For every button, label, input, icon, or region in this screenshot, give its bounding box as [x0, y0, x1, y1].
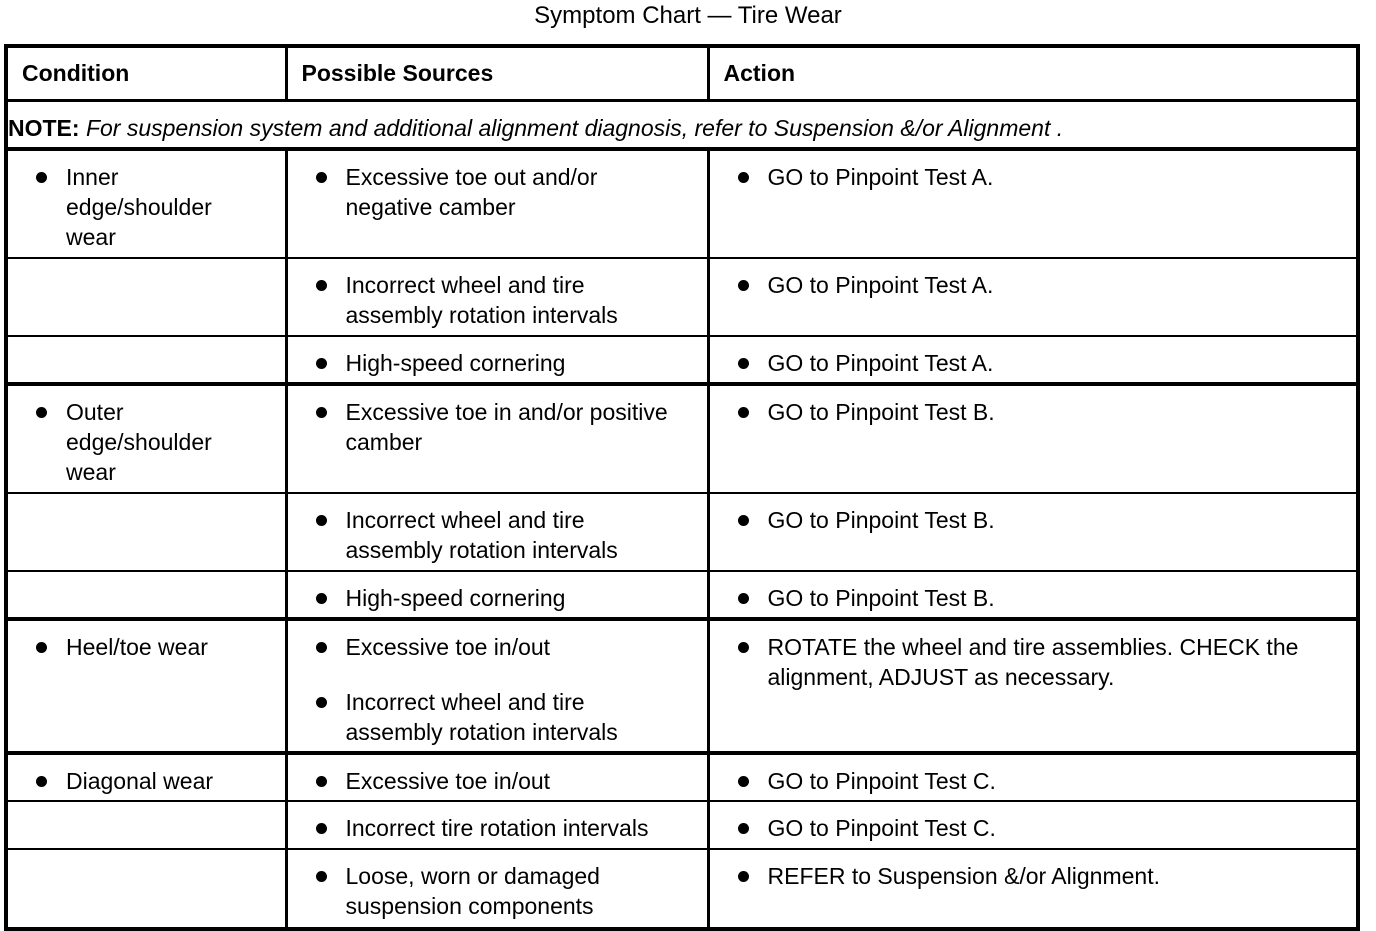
bullet-icon [738, 823, 749, 834]
bullet-item [288, 270, 699, 330]
sources-text: Loose, worn or damaged suspension components [345, 862, 600, 919]
note-text: For suspension system and additional alignment diagnosis, refer to Suspension &/or Alignment . [85, 114, 1064, 141]
table-row [6, 801, 1358, 849]
condition-text: Inner edge/shoulder wear [66, 163, 212, 250]
bullet-icon [36, 172, 47, 183]
bullet-icon [316, 515, 327, 526]
sources-text: High-speed cornering [345, 349, 566, 376]
bullet-icon [36, 407, 47, 418]
bullet-icon [738, 871, 749, 882]
bullet-icon [738, 172, 749, 183]
bullet-item [288, 397, 699, 457]
table-row [6, 619, 1358, 753]
action-cell [708, 336, 1358, 384]
bullet-icon [316, 697, 327, 708]
table-row [6, 571, 1358, 619]
table-row [6, 384, 1358, 493]
action-cell [708, 384, 1358, 493]
bullet-icon [316, 280, 327, 291]
action-text: GO to Pinpoint Test C. [767, 814, 996, 841]
action-text: GO to Pinpoint Test B. [767, 506, 995, 533]
bullet-icon [738, 407, 749, 418]
action-cell [708, 571, 1358, 619]
sources-text: Excessive toe out and/or negative camber [345, 163, 598, 220]
sources-cell [286, 336, 708, 384]
bullet-item [710, 813, 1349, 843]
bullet-icon [316, 593, 327, 604]
action-text: GO to Pinpoint Test C. [767, 767, 996, 794]
bullet-item [288, 766, 699, 796]
bullet-item [710, 583, 1349, 613]
bullet-icon [738, 593, 749, 604]
condition-text: Outer edge/shoulder wear [66, 398, 212, 485]
sources-cell [286, 258, 708, 336]
action-cell [708, 258, 1358, 336]
sources-cell [286, 801, 708, 849]
bullet-icon [316, 823, 327, 834]
sources-cell [286, 493, 708, 571]
bullet-item [288, 583, 699, 613]
sources-text: Excessive toe in/out [345, 633, 551, 660]
action-cell [708, 801, 1358, 849]
table-row [6, 258, 1358, 336]
bullet-item [288, 162, 699, 222]
sources-text: Incorrect wheel and tire assembly rotation intervals [345, 688, 618, 745]
bullet-icon [738, 776, 749, 787]
action-cell [708, 753, 1358, 801]
table-row [6, 149, 1358, 258]
action-cell [708, 619, 1358, 753]
note-cell [6, 100, 1358, 149]
bullet-item [288, 813, 699, 843]
condition-cell [6, 571, 286, 619]
bullet-item [8, 162, 277, 252]
column-header-action: Action [708, 46, 1358, 100]
sources-text: Incorrect wheel and tire assembly rotation intervals [345, 271, 618, 328]
action-text: REFER to Suspension &/or Alignment. [767, 862, 1160, 889]
sources-cell [286, 571, 708, 619]
bullet-item [8, 632, 277, 662]
sources-cell [286, 849, 708, 929]
sources-cell [286, 753, 708, 801]
bullet-icon [316, 642, 327, 653]
bullet-item [710, 270, 1349, 300]
action-text: ROTATE the wheel and tire assemblies. CHECK the alignment, ADJUST as necessary. [767, 633, 1299, 690]
symptom-chart-table [4, 44, 1360, 931]
bullet-item [710, 505, 1349, 535]
action-text: GO to Pinpoint Test A. [767, 271, 994, 298]
bullet-item [710, 766, 1349, 796]
condition-cell [6, 493, 286, 571]
table-row [6, 493, 1358, 571]
condition-cell [6, 149, 286, 258]
action-text: GO to Pinpoint Test A. [767, 163, 994, 190]
bullet-item [710, 348, 1349, 378]
action-cell [708, 149, 1358, 258]
sources-text: Incorrect tire rotation intervals [345, 814, 649, 841]
bullet-icon [316, 407, 327, 418]
sources-text: Excessive toe in/out [345, 767, 551, 794]
table-row [6, 336, 1358, 384]
table-body [6, 100, 1358, 929]
condition-cell [6, 619, 286, 753]
bullet-item [288, 348, 699, 378]
bullet-item [710, 632, 1349, 692]
action-cell [708, 493, 1358, 571]
condition-text: Diagonal wear [66, 767, 214, 794]
sources-text: High-speed cornering [345, 584, 566, 611]
sources-cell [286, 149, 708, 258]
sources-text: Excessive toe in and/or positive camber [345, 398, 668, 455]
table-row [6, 849, 1358, 929]
condition-cell [6, 849, 286, 929]
action-text: GO to Pinpoint Test B. [767, 584, 995, 611]
sources-text: Incorrect wheel and tire assembly rotation intervals [345, 506, 618, 563]
note-row [6, 100, 1358, 149]
bullet-item [710, 397, 1349, 427]
action-cell [708, 849, 1358, 929]
condition-cell [6, 336, 286, 384]
column-header-condition: Condition [6, 46, 286, 100]
bullet-icon [738, 358, 749, 369]
page-title: Symptom Chart — Tire Wear [534, 2, 842, 29]
action-text: GO to Pinpoint Test A. [767, 349, 994, 376]
note-label: NOTE: [8, 114, 80, 141]
bullet-icon [738, 515, 749, 526]
condition-cell [6, 384, 286, 493]
bullet-item [288, 632, 699, 662]
bullet-item [8, 397, 277, 487]
bullet-item [710, 861, 1349, 891]
condition-text: Heel/toe wear [66, 633, 208, 660]
bullet-icon [316, 871, 327, 882]
bullet-item [288, 505, 699, 565]
column-header-possible-sources: Possible Sources [286, 46, 708, 100]
condition-cell [6, 801, 286, 849]
bullet-icon [738, 280, 749, 291]
bullet-icon [316, 776, 327, 787]
bullet-item [288, 861, 699, 921]
sources-cell [286, 384, 708, 493]
bullet-icon [738, 642, 749, 653]
bullet-item [710, 162, 1349, 192]
bullet-icon [316, 358, 327, 369]
bullet-icon [36, 642, 47, 653]
action-text: GO to Pinpoint Test B. [767, 398, 995, 425]
condition-cell [6, 258, 286, 336]
bullet-icon [36, 776, 47, 787]
bullet-item [288, 687, 699, 747]
sources-cell [286, 619, 708, 753]
bullet-icon [316, 172, 327, 183]
table-row [6, 753, 1358, 801]
bullet-item [8, 766, 277, 796]
condition-cell [6, 753, 286, 801]
table-header [6, 46, 1358, 100]
